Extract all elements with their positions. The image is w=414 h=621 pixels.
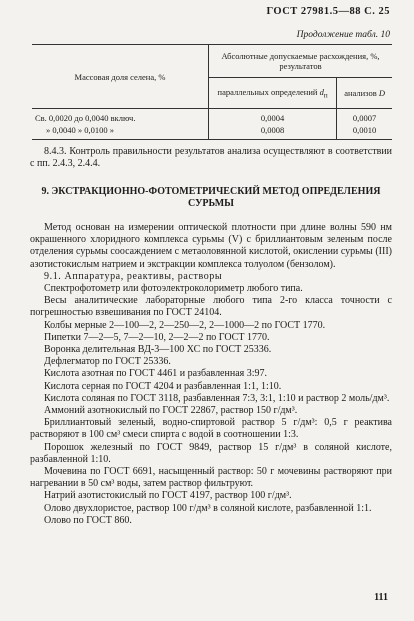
page-header: ГОСТ 27981.5—88 С. 25 [266, 6, 390, 17]
col-header-parallel: параллельных определений $d_п$ [209, 78, 337, 109]
list-item: Дефлегматор по ГОСТ 25336. [44, 356, 171, 368]
list-item: Колбы мерные 2—100—2, 2—250—2, 2—1000—2 по ГОСТ 1770. [44, 319, 326, 331]
method-paragraph: Метод основан на измерении оптической плотности при длине волны 590 нм окрашенного хлоридного комплекса сурьмы (V) с бриллиантовым зеленым после отделения сурьмы соосаждением с метаоловянной кислотой, окислении сурьмы (III) азотистокислым натрием и экстракции комплекса толуолом (бензолом). [30, 222, 392, 270]
text-block-section-9 [30, 222, 392, 527]
paragraph-8-4-3: 8.4.3. Контроль правильности результатов анализа осуществляют в соответствии с пп. 2.4.3, 2.4.4. [30, 146, 392, 170]
table-continuation-label: Продолжение табл. 10 [296, 30, 390, 40]
list-item: Кислота соляная по ГОСТ 3118, разбавленная 7:3, 3:1, 1:10 и раствор 2 моль/дм³. [44, 392, 390, 404]
list-item: Олово двухлористое, раствор 100 г/дм³ в соляной кислоте, разбавленной 1:1. [44, 502, 372, 514]
list-item: Кислота азотная по ГОСТ 4461 и разбавленная 3:97. [44, 368, 268, 380]
col-header-group: Абсолютные допускаемые расхождения, %, результатов [209, 45, 393, 78]
list-item: Спектрофотометр или фотоэлектроколориметр любого типа. [44, 283, 303, 295]
section-title: 9. ЭКСТРАКЦИОННО-ФОТОМЕТРИЧЕСКИЙ МЕТОД ОПРЕДЕЛЕНИЯ СУРЬМЫ [41, 186, 381, 209]
selenium-tolerance-table [32, 44, 392, 140]
paragraph-9-1: 9.1. Аппаратура, реактивы, растворы [44, 270, 223, 282]
list-item: Порошок железный по ГОСТ 9849, раствор 15 г/дм³ в соляной кислоте, разбавленной 1:10. [30, 441, 392, 465]
section-9-heading [30, 186, 392, 210]
list-item: Пипетки 7—2—5, 7—2—10, 2—2—2 по ГОСТ 1770. [44, 331, 270, 343]
list-item: Бриллиантовый зеленый, водно-спиртовой раствор 5 г/дм³: 0,5 г реактива растворяют в 100 см³ смеси спирта с водой в соотношении 1:3. [30, 417, 392, 441]
list-item: Аммоний азотнокислый по ГОСТ 22867, раствор 150 г/дм³. [44, 405, 298, 417]
list-item: Воронка делительная ВД-3—100 ХС по ГОСТ 25336. [44, 344, 272, 356]
text-block-843 [30, 146, 392, 170]
col-header-analyses: анализов D [337, 78, 392, 109]
col-header-mass-fraction: Массовая доля селена, % [74, 71, 166, 82]
list-item: Мочевина по ГОСТ 6691, насыщенный раствор: 50 г мочевины растворяют при нагревании в 50 см³ воды, затем раствор фильтруют. [30, 466, 392, 490]
list-item: Кислота серная по ГОСТ 4204 и разбавленная 1:1, 1:10. [44, 380, 282, 392]
table-row: Св. 0,0020 до 0,0040 включ. 0,0004 0,0007 [32, 109, 392, 125]
table-row: » 0,0040 » 0,0100 » 0,0008 0,0010 [32, 124, 392, 140]
list-item: Весы аналитические лабораторные любого типа 2-го класса точности с погрешностью взвешивания по ГОСТ 24104. [30, 295, 392, 319]
list-item: Натрий азотистокислый по ГОСТ 4197, раствор 100 г/дм³. [44, 490, 292, 502]
list-item: Олово по ГОСТ 860. [44, 514, 132, 526]
page-number: 111 [374, 592, 388, 603]
